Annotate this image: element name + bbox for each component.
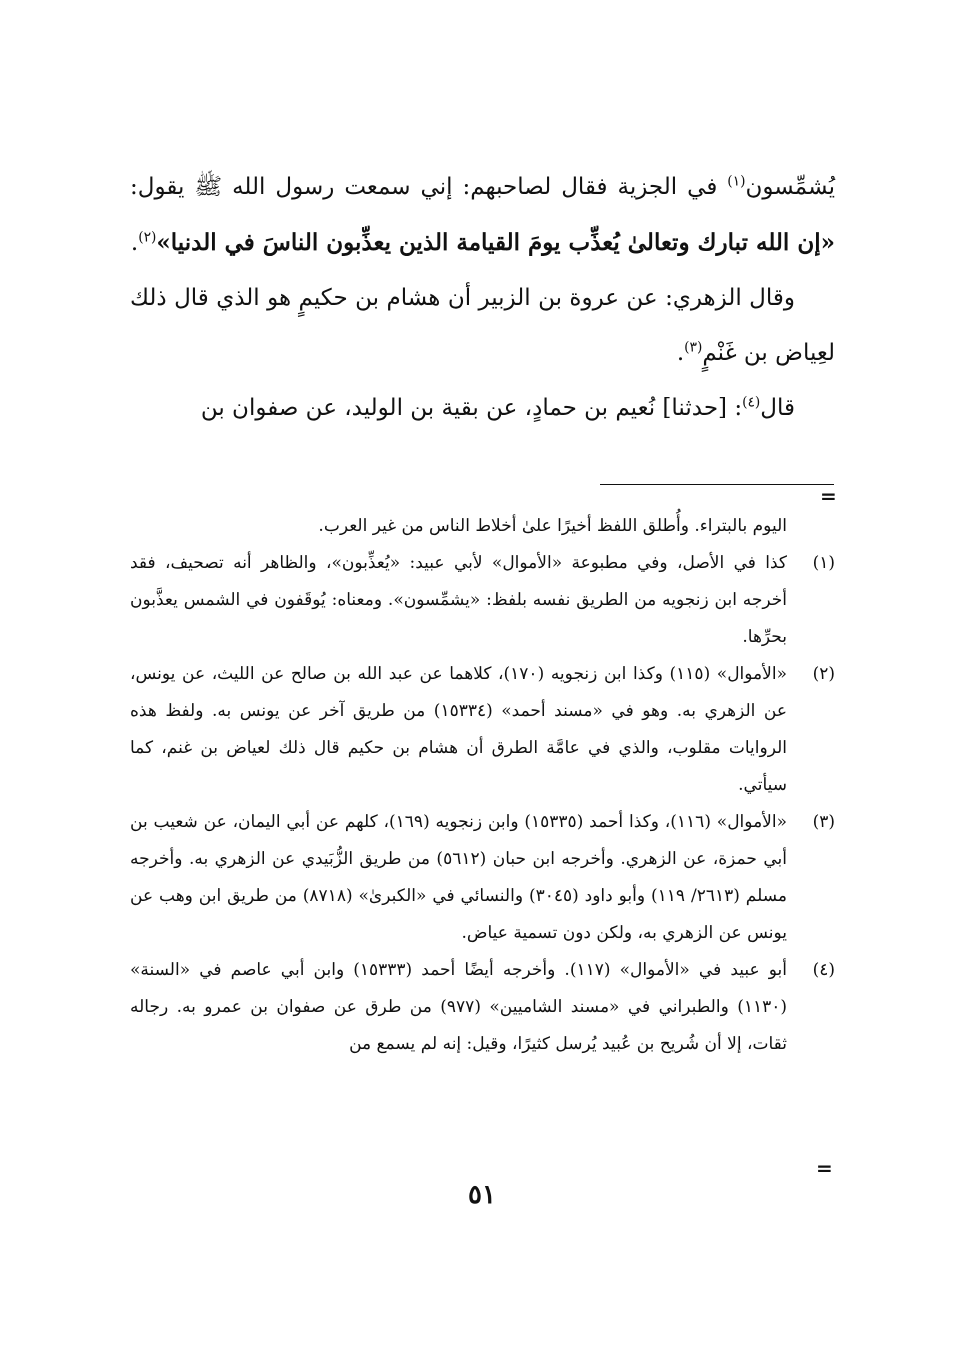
footnote-separator xyxy=(600,484,834,485)
footnote-text: «الأموال» (١١٦)، وكذا أحمد (١٥٣٣٥) وابن زنجويه (١٦٩)، كلهم عن أبي اليمان، عن شعيب بن أبي حمزة، عن الزهري. وأخرجه ابن حبان (٥٦١٢) من طريق الزُّبَيدي عن الزهري به. وأخرجه مسلم (٢٦١٣/ ١١٩) وأبو داود (٣٠٤٥) والنسائي في «الكبرىٰ» (٨٧١٨) من طريق ابن وهب عن يونس عن الزهري به، ولكن دون تسمية عياض. xyxy=(130,812,787,943)
footnote-ref: (٤) xyxy=(742,394,761,411)
footnote-continuation: اليوم بالبتراء. وأُطلق اللفظ أخيرًا علىٰ أخلاط الناس من غير العرب. xyxy=(318,516,787,536)
footnote-ref: (١) xyxy=(727,173,746,190)
footnote-4 xyxy=(130,952,835,1063)
footnote-number: (٤) xyxy=(812,960,835,980)
footnote-text: «الأموال» (١١٥) وكذا ابن زنجويه (١٧٠)، كلاهما عن عبد الله بن صالح عن الليث، عن يونس، عن الزهري به. وهو في «مسند أحمد» (١٥٣٣٤) من طريق آخر عن يونس به. ولفظ هذه الروايات مقلوب، والذي في عامَّة الطرق أن هشام بن حكيم قال ذلك لعياض بن غنم، كما سيأتي. xyxy=(130,664,788,795)
main-paragraph-3 xyxy=(130,381,835,436)
text-segment: يُشمِّسون xyxy=(745,174,835,200)
footnote-text: كذا في الأصل، وفي مطبوعة «الأموال» لأبي عبيد: «يُعذِّبون»، والظاهر أنه تصحيف، فقد أخرجه ابن زنجويه من الطريق نفسه بلفظ: «يشمِّسون». ومعناه: يُوقَفون في الشمس يعذَّبون بحرِّها. xyxy=(130,553,787,647)
main-paragraph-2 xyxy=(130,271,835,381)
footnote-3 xyxy=(130,804,835,952)
hadith-quote: «إن الله تبارك وتعالىٰ يُعذِّب يومَ القيامة الذين يعذِّبون الناسَ في الدنيا» xyxy=(156,229,835,256)
continuation-marker: = xyxy=(820,484,837,508)
text-segment: في الجزية فقال لصاحبهم: إني سمعت رسول الله ﷺ يقول: xyxy=(130,174,728,200)
footnote-number: (٢) xyxy=(812,664,835,684)
footnotes xyxy=(130,508,835,1063)
page-number: ٥١ xyxy=(468,1180,496,1210)
text-segment: . xyxy=(130,230,139,256)
footnote-2 xyxy=(130,656,835,804)
main-paragraph-1 xyxy=(130,160,835,271)
main-text xyxy=(130,160,835,436)
text-segment: قال xyxy=(760,395,795,421)
text-segment: . xyxy=(676,340,685,366)
footnote-number: (١) xyxy=(812,553,835,573)
footnote-ref: (٢) xyxy=(138,229,157,246)
footnote-text: أبو عبيد في «الأموال» (١١٧). وأخرجه أيضًا أحمد (١٥٣٣٣) وابن أبي عاصم في «السنة» (١١٣٠) والطبراني في «مسند الشاميين» (٩٧٧) من طرق عن صفوان بن عمرو به. رجاله ثقات، إلا أن شُريح بن عُبيد يُرسل كثيرًا، وقيل: إنه لم يسمع من xyxy=(130,960,788,1054)
text-segment: وقال الزهري: عن عروة بن الزبير أن هشام بن حكيمٍ هو الذي قال ذلك لعِياض بن غَنْمٍ xyxy=(130,285,835,366)
text-segment: : [حدثنا] نُعيم بن حمادٍ، عن بقية بن الوليد، عن صفوان بن xyxy=(200,395,743,421)
footnote-number: (٣) xyxy=(812,812,835,832)
continues-marker: = xyxy=(816,1156,833,1180)
footnote-ref: (٣) xyxy=(684,339,703,356)
footnote-1 xyxy=(130,545,835,656)
